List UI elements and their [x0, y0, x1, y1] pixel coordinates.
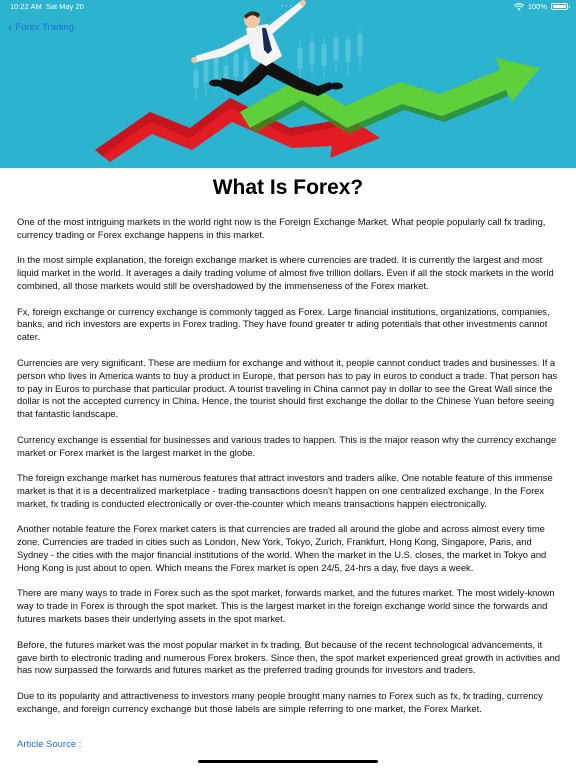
chevron-left-icon: ‹	[8, 19, 13, 35]
article-paragraph: One of the most intriguing markets in the world right now is the Foreign Exchange Market. What people popularly call fx trading, currency trading or Forex exchange happens in this market.	[17, 216, 546, 240]
multitask-dots[interactable]: ···	[281, 0, 293, 10]
status-time: 10:22 AM Sat May 20	[10, 2, 84, 11]
article-paragraph: Currencies are very significant. These are medium for exchange and without it, people cannot conduct trades and businesses. If a person who lives in America wants to buy a product in Europe, that person has to pay in euros to conduct a trade. That person has to pay in Euros to purchase that particular product. A tourist traveling in China cannot pay in dollar to see the Great Wall since the dollar is not the accepted currency in China. Hence, the tourist should first exchange the dollar to the Chinese Yuan before seeing that fantastic landscape.	[17, 356, 558, 420]
battery-percent: 100%	[527, 2, 547, 11]
wifi-icon	[514, 3, 524, 11]
green-up-arrow-icon	[240, 58, 540, 134]
battery-icon	[551, 3, 568, 10]
status-right	[514, 2, 568, 11]
article-paragraph: Due to its popularity and attractiveness to investors many people brought many names to Forex such as fx, fx trading, currency exchange, and foreign currency exchange but those labels are simple referring to one market, the Forex Market.	[17, 689, 543, 714]
page-title: What Is Forex?	[212, 176, 364, 199]
back-button[interactable]	[8, 19, 74, 35]
article-paragraph: There are many ways to trade in Forex such as the spot market, forwards market, and the futures market. The most widely-known way to trade in Forex is through the spot market. This is the largest market in the foreign exchange world since the forwards and futures markets bases their underlying assets in the spot market.	[17, 587, 555, 625]
forex-illustration	[0, 0, 576, 168]
businessman-figure	[191, 0, 343, 96]
status-bar	[0, 0, 576, 14]
back-button-label: Forex Trading	[15, 22, 74, 33]
article-paragraph: In the most simple explanation, the foreign exchange market is where currencies are traded. It is currently the largest and most liquid market in the world. It averages a daily trading volume of almost five trillion dollars. Even if all the stock markets in the world combined, all those markets would still be overshadowed by the immenseness of the Forex market.	[17, 254, 554, 292]
article-source-link[interactable]: Article Source :	[17, 739, 82, 750]
home-indicator[interactable]	[198, 760, 378, 763]
article-paragraph: Currency exchange is essential for businesses and various trades to happen. This is the major reason why the currency exchange market or Forex market is the largest market in the globe.	[17, 433, 557, 458]
hero-image	[0, 0, 576, 168]
article-paragraph: Fx, foreign exchange or currency exchange is commonly tagged as Forex. Large financial institutions, organizations, companies, banks, and rich investors are experts in Forex trading. They have found greater tr ading potentials that other investments cannot cater.	[17, 305, 550, 343]
article-paragraph: Another notable feature the Forex market caters is that currencies are traded all around the globe and across almost every time zone. Currencies are traded in cities such as London, New York, Tokyo, Zurich, Frankfurt, Hong Kong, Singapore, Paris, and Sydney - the cities with the major financial institutions of the world. When the market in the U.S. closes, the market in Tokyo and Hong Kong is just about to open. Which means the Forex market is open 24/5, 24-hrs a day, five days a week.	[17, 523, 547, 574]
article-paragraph: Before, the futures market was the most popular market in fx trading. But because of the recent technological advancements, it gave birth to electronic trading and numerous Forex brokers. Since then, the spot market experienced great growth in activities and has now surpassed the forwards and futures market as the preferred trading grounds for investors and traders.	[17, 638, 560, 676]
article-body	[17, 216, 561, 728]
article-paragraph: The foreign exchange market has numerous features that attract investors and traders alike. One notable feature of this immense market is that it is a decentralized marketplace - trading transactions doesn't happen on one centralized exchange. In the Forex market, fx trading is conducted electronically or over-the-counter which means transactions happen electronically.	[17, 472, 553, 509]
